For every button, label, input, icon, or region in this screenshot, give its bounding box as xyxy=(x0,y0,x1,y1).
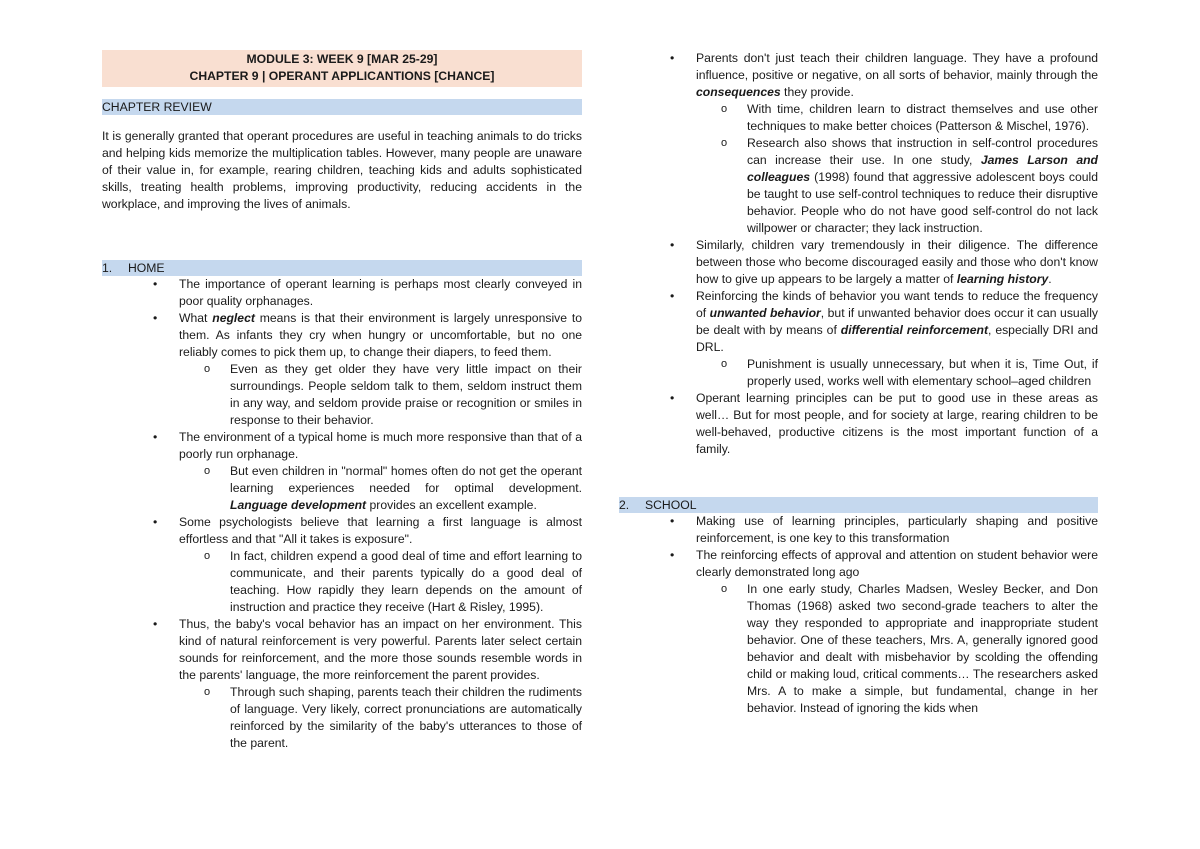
home-continued-list xyxy=(619,50,1098,458)
chapter-review-heading xyxy=(102,99,582,115)
list-item-text: . xyxy=(1048,272,1052,286)
sub-item-text: Research also shows that instruction in self-control procedures can increase their use. In one study, xyxy=(747,136,1098,167)
list-item-text: The importance of operant learning is perhaps most clearly conveyed in poor quality orphanages. xyxy=(179,277,582,308)
sub-list-item xyxy=(747,101,1098,135)
list-item xyxy=(696,288,1098,390)
list-item xyxy=(696,547,1098,717)
list-item-text: , but if unwanted behavior does occur it can usually be dealt with by means of xyxy=(696,306,1098,337)
chapter-review-paragraph: It is generally granted that operant procedures are useful in teaching animals to do tricks and helping kids memorize the multiplication tables. However, many people are unaware of their value in, for example, rearing children, teaching kids and adults sophisticated skills, treating health problems, improving productivity, reducing accidents in the workplace, and improving the lives of animals. xyxy=(102,129,582,211)
list-item xyxy=(179,514,582,616)
emphasis-term: James Larson and colleagues xyxy=(747,153,1098,184)
list-item-text: The environment of a typical home is much more responsive than that of a poorly run orphanage. xyxy=(179,430,582,461)
sub-item-text: provides an excellent example. xyxy=(366,498,537,512)
emphasis-term: neglect xyxy=(212,311,255,325)
emphasis-term: Language development xyxy=(230,498,367,512)
list-item xyxy=(179,276,582,310)
sub-list xyxy=(696,356,1098,390)
list-item-text: Some psychologists believe that learning a first language is almost effortless and that "All it takes is exposure". xyxy=(179,515,582,546)
sub-list xyxy=(179,361,582,429)
emphasis-term: differential reinforcement xyxy=(840,323,989,337)
school-bullet-list xyxy=(619,513,1098,717)
list-item xyxy=(179,310,582,429)
sub-item-text: In fact, children expend a good deal of time and effort learning to communicate, and their parents typically do a good deal of teaching. How rapidly they learn depends on the amount of instruction and practice they receive (Hart & Risley, 1995). xyxy=(230,549,582,614)
list-item-text: Reinforcing the kinds of behavior you want tends to reduce the frequency of xyxy=(696,289,1098,320)
sub-item-text: Through such shaping, parents teach their children the rudiments of language. Very likely, correct pronunciations are automatically reinforced by the similarity of the baby's utterances to those of the parent. xyxy=(230,685,582,750)
sub-list-item xyxy=(747,135,1098,237)
chapter-review-label: CHAPTER REVIEW xyxy=(102,100,212,114)
emphasis-term: consequences xyxy=(696,85,781,99)
sub-list xyxy=(179,548,582,616)
sub-list-item xyxy=(230,684,582,752)
sub-item-text: (1998) found that aggressive adolescent boys could be taught to use self-control techniques to reduce their disruptive behavior. People who do not have good self-control do not lack willpower or character; they lack instruction. xyxy=(747,170,1098,235)
sub-list-item xyxy=(230,361,582,429)
sub-list xyxy=(696,581,1098,717)
list-item xyxy=(696,390,1098,458)
section-home-heading xyxy=(102,260,582,276)
sub-item-text: In one early study, Charles Madsen, Wesley Becker, and Don Thomas (1968) asked two second-grade teachers to alter the way they responded to appropriate and inappropriate student behavior. One of these teachers, Mrs. A, generally ignored good behavior and dealt with misbehavior by scolding the offending child or making loud, critical comments… The researchers asked Mrs. A to make a simple, but fundamental, change in her behavior. Instead of ignoring the kids when xyxy=(747,582,1098,715)
title-box xyxy=(102,50,582,87)
emphasis-term: unwanted behavior xyxy=(709,306,821,320)
sub-list-item xyxy=(747,356,1098,390)
sub-list-item xyxy=(747,581,1098,717)
sub-item-text: But even children in "normal" homes often do not get the operant learning experiences needed for optimal development. xyxy=(230,464,582,495)
section-label: HOME xyxy=(128,261,165,275)
right-column xyxy=(619,50,1098,717)
section-label: SCHOOL xyxy=(645,498,697,512)
list-item-text: The reinforcing effects of approval and attention on student behavior were clearly demonstrated long ago xyxy=(696,548,1098,579)
sub-list xyxy=(696,101,1098,237)
section-number: 1. xyxy=(102,261,113,275)
sub-item-text: Even as they get older they have very little impact on their surroundings. People seldom talk to them, seldom instruct them in any way, and seldom provide praise or recognition or smiles in response to their behavior. xyxy=(230,362,582,427)
module-title: MODULE 3: WEEK 9 [MAR 25-29] xyxy=(246,52,438,66)
list-item-text: What xyxy=(179,311,213,325)
chapter-title: CHAPTER 9 | OPERANT APPLICANTIONS [CHANCE] xyxy=(189,69,495,83)
sub-list xyxy=(179,463,582,514)
section-number: 2. xyxy=(619,498,630,512)
sub-list xyxy=(179,684,582,752)
sub-list-item xyxy=(230,548,582,616)
sub-list-item xyxy=(230,463,582,514)
list-item-text: Similarly, children vary tremendously in their diligence. The difference between those who become discouraged easily and those who don't know how to give up appears to be largely a matter of xyxy=(696,238,1098,286)
list-item xyxy=(696,50,1098,237)
left-column xyxy=(102,50,582,752)
list-item-text: Parents don't just teach their children language. They have a profound influence, positive or negative, on all sorts of behavior, mainly through the xyxy=(696,51,1098,82)
sub-item-text: Punishment is usually unnecessary, but when it is, Time Out, if properly used, works well with elementary school–aged children xyxy=(747,357,1098,388)
home-bullet-list xyxy=(102,276,582,752)
list-item xyxy=(696,513,1098,547)
list-item-text: Thus, the baby's vocal behavior has an impact on her environment. This kind of natural reinforcement is very powerful. Parents later select certain sounds for reinforcement, and the more those sounds resemble words in the parents' language, the more reinforcement the parent provides. xyxy=(179,617,582,682)
list-item-text: Making use of learning principles, particularly shaping and positive reinforcement, is one key to this transformation xyxy=(696,514,1098,545)
list-item-text: means is that their environment is largely unresponsive to them. As infants they cry when hungry or uncomfortable, but no one reliably comes to pick them up, to change their diapers, to feed them. xyxy=(179,311,582,359)
list-item xyxy=(179,616,582,752)
list-item xyxy=(696,237,1098,288)
sub-item-text: With time, children learn to distract themselves and use other techniques to make better choices (Patterson & Mischel, 1976). xyxy=(747,102,1098,133)
list-item-text: Operant learning principles can be put to good use in these areas as well… But for most people, and for society at large, rearing children to be well-behaved, productive citizens is the most important function of a family. xyxy=(696,391,1098,456)
list-item-text: , especially DRI and DRL. xyxy=(696,323,1098,354)
emphasis-term: learning history xyxy=(956,272,1049,286)
section-school-heading xyxy=(619,497,1098,513)
list-item-text: they provide. xyxy=(780,85,854,99)
list-item xyxy=(179,429,582,514)
